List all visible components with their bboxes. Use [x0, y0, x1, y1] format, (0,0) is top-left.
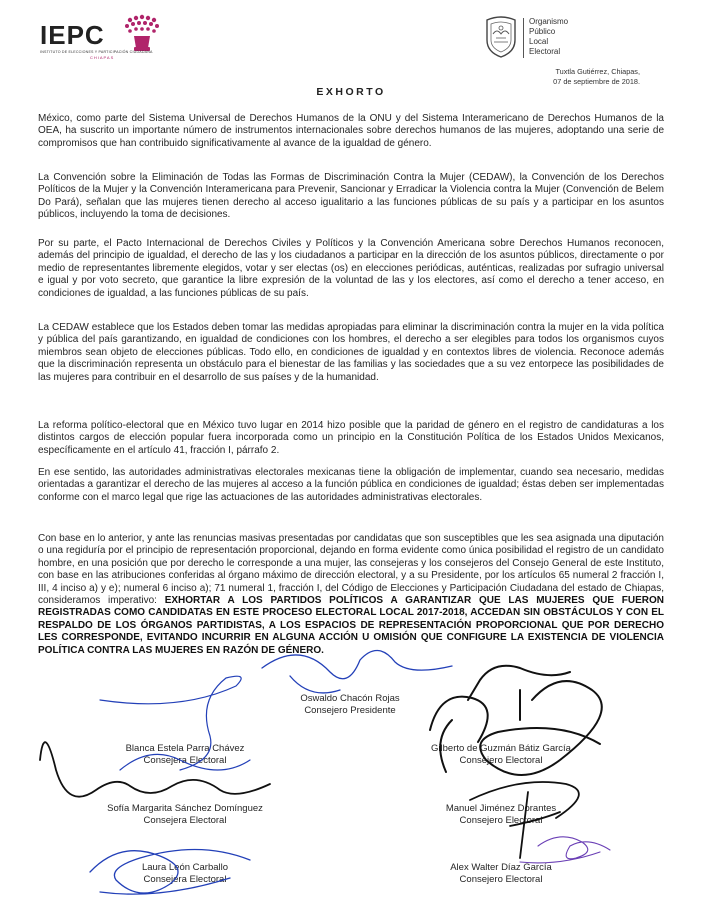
ople-logo — [483, 14, 603, 64]
iepc-logo-subtitle: INSTITUTO DE ELECCIONES Y PARTICIPACIÓN CIUDADANA — [40, 50, 153, 54]
signer-role: Consejero Electoral — [459, 815, 543, 826]
document-title: EXHORTO — [316, 86, 386, 98]
iepc-logo-text: IEPC — [40, 20, 105, 50]
signer-role: Consejero Presidente — [304, 705, 396, 716]
signer-name: Manuel Jiménez Dorantes — [445, 803, 557, 814]
date: 07 de septiembre de 2018. — [553, 77, 640, 86]
iepc-logo — [40, 14, 175, 60]
place: Tuxtla Gutiérrez, Chiapas, — [555, 67, 640, 76]
signature-block — [376, 803, 626, 827]
signer-name: Oswaldo Chacón Rojas — [300, 693, 400, 704]
resolution-exhortation: EXHORTAR A LOS PARTIDOS POLÍTICOS A GARANTIZAR QUE LAS MUJERES QUE FUERON REGISTRADAS COMO CANDIDATAS EN ESTE PROCESO ELECTORAL LOCAL 2017-2018, ACCEDAN SIN OBSTÁCULOS Y CON EL RESPALDO DE LOS ÓRGANOS PARTIDISTAS, A LOS ESPACIOS DE REPRESENTACIÓN PROPORCIONAL QUE POR DERECHO LES CORRESPONDE, EVITANDO INCURRIR EN ALGUNA ACCIÓN U OMISIÓN QUE CONFIGURE LA EXISTENCIA DE VIOLENCIA POLÍTICA CONTRA LAS MUJERES EN RAZÓN DE GÉNERO. — [38, 595, 664, 656]
signer-role: Consejera Electoral — [143, 874, 227, 885]
signature-block — [376, 862, 626, 886]
paragraph: La Convención sobre la Eliminación de Todas las Formas de Discriminación Contra la Mujer (CEDAW), la Convención de los Derechos Políticos de la Mujer y la Convención Interamericana para Prevenir, Sancionar y Erradicar la Violencia contra la Mujer (Convención de Belem Do Pará), señalan que las mujeres tienen derecho al acceso igualitario a las funciones públicas de su país y a participar en los asuntos públicos, incluyendo la toma de decisiones. — [38, 172, 664, 221]
resolution-intro: Con base en lo anterior, y ante las renuncias masivas presentadas por candidatas que son susceptibles que les sea asignada una diputación o una regiduría por el principio de representación proporcional, dejando en forma evidente como única posibilidad el registro de un candidato hombre, en una posición que por derecho le corresponde a una mujer, las consejeras y los consejeros del Consejo General de este Instituto, con base en las atribuciones conferidas al órgano máximo de dirección electoral, y a su Presidente, por los artículos 65 numeral 2 fracción I, III, 4 inciso a) y e); numeral 6 inciso a); 71 numeral 1, fracción I, del Código de Elecciones y Participación Ciudadana del estado de Chiapas, consideramos imperativo: — [38, 533, 664, 607]
signature-block — [60, 803, 310, 827]
iepc-hand-icon — [110, 14, 180, 54]
signer-name: Sofía Margarita Sánchez Domínguez — [107, 803, 263, 814]
ople-line: Local — [529, 37, 549, 46]
signature-block — [60, 743, 310, 767]
ople-text — [529, 17, 568, 57]
signer-role: Consejero Electoral — [459, 874, 543, 885]
signer-role: Consejera Electoral — [143, 755, 227, 766]
signer-role: Consejero Electoral — [459, 755, 543, 766]
signer-name: Laura León Carballo — [141, 862, 229, 873]
signature-block — [376, 743, 626, 767]
signer-name: Blanca Estela Parra Chávez — [125, 743, 245, 754]
paragraph-resolution — [38, 533, 664, 657]
ople-line: Público — [529, 27, 556, 36]
signature-block — [60, 862, 310, 886]
signer-name: Alex Walter Díaz García — [450, 862, 552, 873]
paragraph: La CEDAW establece que los Estados deben tomar las medidas apropiadas para eliminar la discriminación contra la mujer en la vida política y pública del país garantizando, en igualdad de condiciones con los hombres, el derecho a ser elegibles para todos los organismos cuyos miembros sean objeto de elecciones públicas. Todo ello, en condiciones de igualdad y en contextos libres de violencia. Reconoce además que la discriminación representa un obstáculo para el bienestar de las familias y las sociedades que a su vez entorpece las posibilidades de las mujeres para contribuir en el desarrollo de sus países y de la humanidad. — [38, 322, 664, 383]
ople-line: Electoral — [529, 47, 561, 56]
signer-role: Consejera Electoral — [143, 815, 227, 826]
ople-divider — [523, 18, 524, 58]
paragraph: En ese sentido, las autoridades administrativas electorales mexicanas tiene la obligación de implementar, cuando sea necesario, medidas orientadas a garantizar el derecho de las mujeres al acceso a la función pública en condiciones de igualdad; éstas deben ser implementadas conforme con el marco legal que rige las actuaciones de las autoridades administrativas electorales. — [38, 467, 664, 503]
signer-name: Gilberto de Guzmán Bátiz García — [431, 743, 571, 754]
signature-alex-ink — [520, 837, 610, 863]
ople-line: Organismo — [529, 17, 569, 26]
signature-block-president — [225, 693, 475, 717]
place-date — [553, 67, 640, 87]
paragraph: Por su parte, el Pacto Internacional de Derechos Civiles y Políticos y la Convención Americana sobre Derechos Humanos reconocen, además del principio de igualdad, el derecho de las y los ciudadanos a participar en la dirección de los asuntos públicos, directamente o por medio de representantes libremente elegidos, votar y ser electas (os) en elecciones periódicas, auténticas, realizadas por sufragio universal e igual y por voto secreto, que garantice la libre expresión de la voluntad de las y los electores, así como el derecho a tener acceso, en condiciones de igualdad, a las funciones públicas de su país. — [38, 238, 664, 299]
paragraph: México, como parte del Sistema Universal de Derechos Humanos de la ONU y del Sistema Interamericano de Derechos Humanos de la OEA, ha suscrito un importante número de instrumentos internacionales sobre derechos humanos de las mujeres, adoptando una serie de compromisos que han contribuido significativamente al avance de la igualdad de género. — [38, 113, 664, 149]
coat-of-arms-icon — [483, 14, 519, 58]
iepc-logo-region: CHIAPAS — [90, 55, 115, 60]
paragraph: La reforma político-electoral que en México tuvo lugar en 2014 hizo posible que la paridad de género en el registro de candidaturas a los distintos cargos de elección popular fuera incorporada como un principio en la Constitución Política de los Estados Unidos Mexicanos, específicamente en el artículo 41, fracción I, párrafo 2. — [38, 420, 664, 456]
